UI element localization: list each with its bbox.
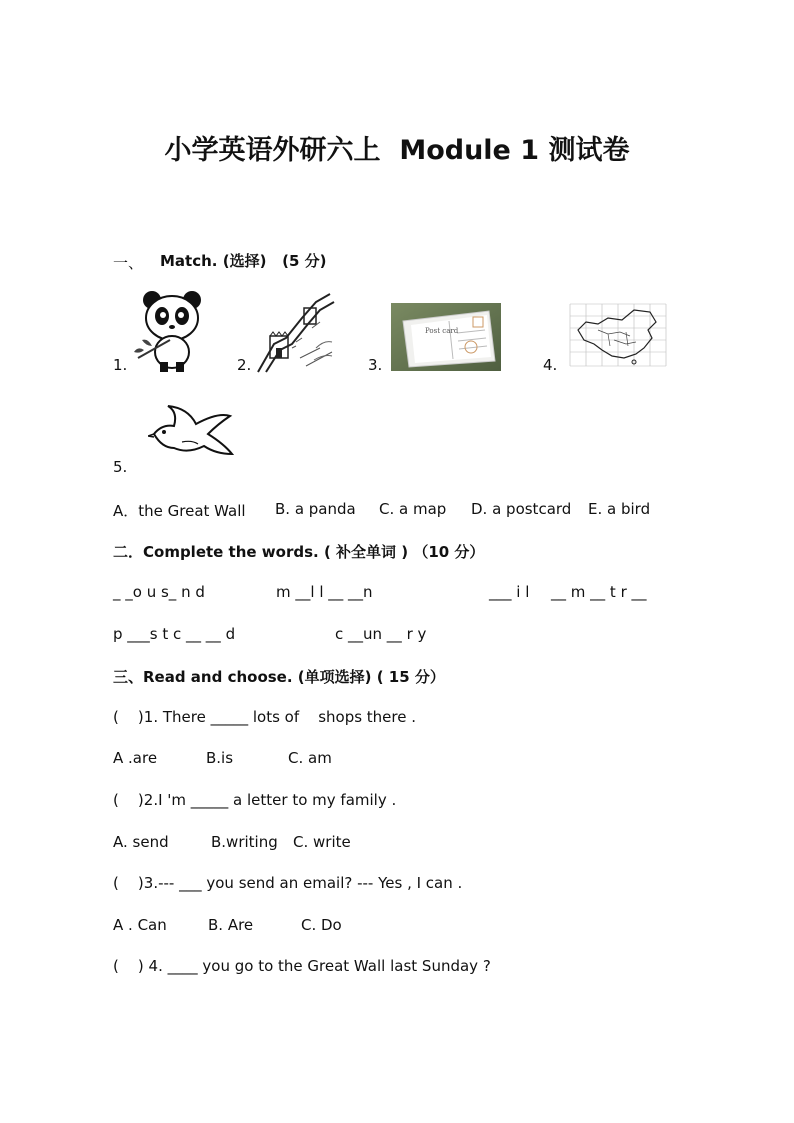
q2-option-b: B.writing <box>211 833 278 851</box>
question-4: ( ) 4. ____ you go to the Great Wall last Sunday ? <box>113 957 491 975</box>
q1-option-c: C. am <box>288 749 332 767</box>
q3-option-c: C. Do <box>301 916 342 934</box>
section3-heading: 三、Read and choose. (单项选择) ( 15 分） <box>113 668 445 686</box>
q2-option-a: A. send <box>113 833 169 851</box>
map-image <box>564 300 668 372</box>
q3-option-a: A . Can <box>113 916 167 934</box>
item-number-4: 4. <box>543 356 558 374</box>
option-d: D. a postcard <box>471 500 572 518</box>
page-title: 小学英语外研六上 Module 1 测试卷 <box>164 135 630 166</box>
item-number-2: 2. <box>237 356 252 374</box>
word-blank-3: ___ i l <box>489 583 530 601</box>
section1-number: 一、 <box>113 254 144 272</box>
section2-heading: 二．Complete the words. ( 补全单词 ) （10 分） <box>113 543 485 561</box>
q2-option-c: C. write <box>293 833 351 851</box>
word-blank-1: _ _o u s_ n d <box>113 583 205 601</box>
question-1: ( )1. There _____ lots of shops there . <box>113 708 417 726</box>
postcard-image <box>391 303 501 371</box>
item-number-1: 1. <box>113 356 128 374</box>
panda-image <box>130 288 214 374</box>
option-c: C. a map <box>379 500 447 518</box>
q3-option-b: B. Are <box>208 916 254 934</box>
item-number-5: 5. <box>113 458 128 476</box>
word-blank-6: c __un __ r y <box>335 625 427 643</box>
postcard-label: Post card <box>425 327 459 335</box>
q1-option-a: A .are <box>113 749 158 767</box>
question-2: ( )2.I 'm _____ a letter to my family . <box>113 791 397 809</box>
great-wall-image <box>256 288 336 374</box>
word-blank-4: __ m __ t r __ <box>551 583 647 601</box>
bird-image <box>148 404 234 462</box>
option-b: B. a panda <box>275 500 356 518</box>
question-3: ( )3.--- ___ you send an email? --- Yes , I can . <box>113 874 463 892</box>
item-number-3: 3. <box>368 356 383 374</box>
word-blank-5: p ___s t c __ __ d <box>113 625 236 643</box>
q1-option-b: B.is <box>206 749 234 767</box>
option-e: E. a bird <box>588 500 651 518</box>
section1-heading: Match. (选择) (5 分) <box>160 252 327 270</box>
option-a: A．the Great Wall <box>113 502 246 520</box>
word-blank-2: m __l l __ __n <box>276 583 373 601</box>
